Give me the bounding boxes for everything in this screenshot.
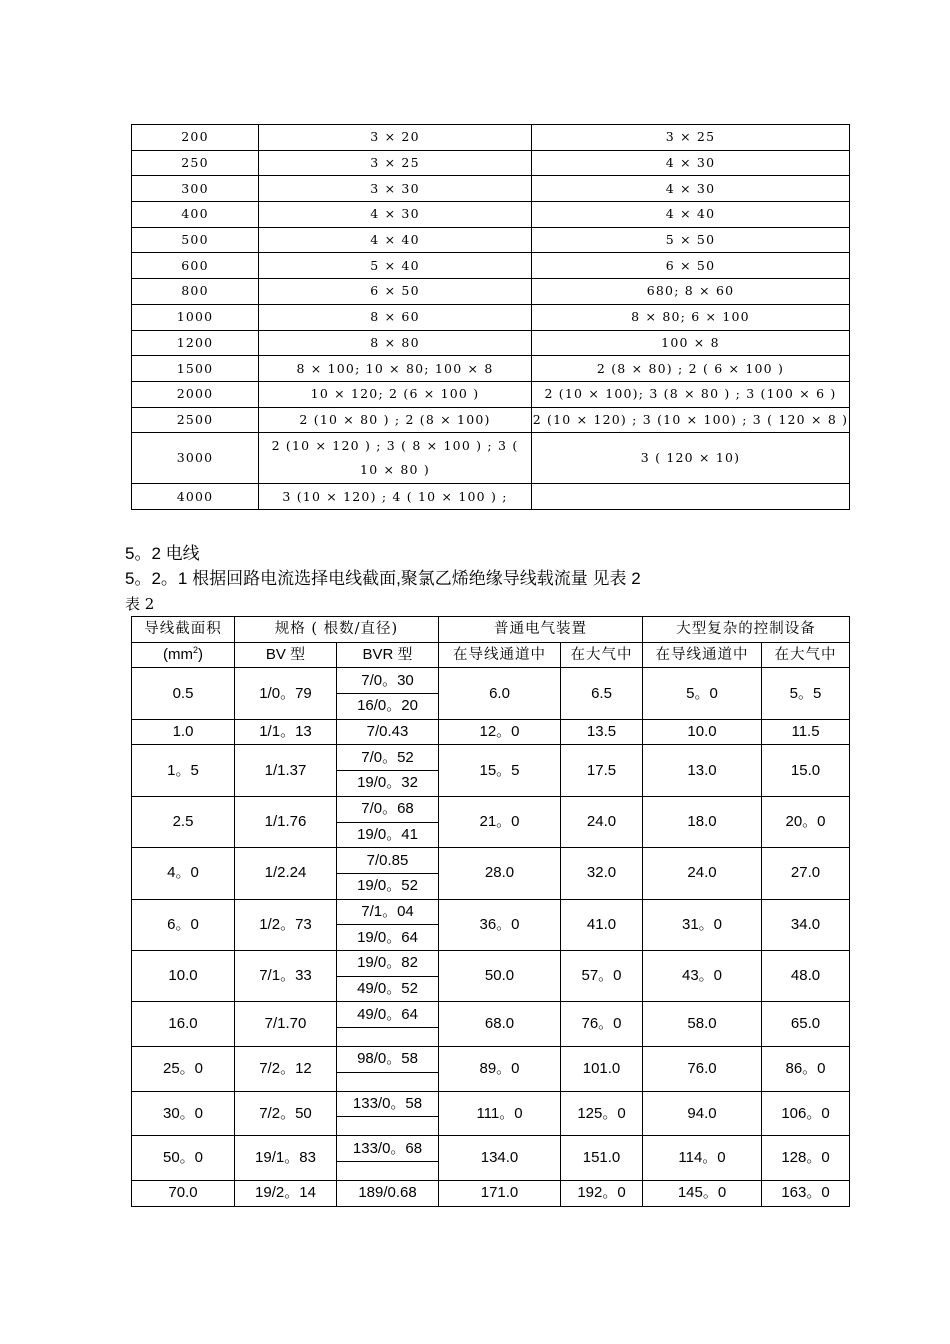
busbar-spec-a-cell: 8 × 100; 10 × 80; 100 × 8	[259, 356, 532, 382]
complex-conduit-cell: 76.0	[643, 1047, 762, 1092]
busbar-spec-a-cell: 3 × 25	[259, 150, 532, 176]
table-row	[132, 407, 850, 433]
wire-ampacity-table-body	[132, 668, 850, 1206]
normal-conduit-cell: 68.0	[439, 1002, 561, 1047]
table-row	[132, 253, 850, 279]
complex-conduit-cell: 43。0	[643, 950, 762, 1001]
area-unit-suffix: )	[198, 646, 203, 664]
complex-air-cell: 65.0	[762, 1002, 850, 1047]
header-normal: 普通电气装置	[439, 617, 643, 643]
bvr-cell	[337, 1072, 439, 1091]
complex-air-cell: 106。0	[762, 1091, 850, 1136]
busbar-spec-a-cell: 3 × 20	[259, 125, 532, 151]
complex-air-cell: 5。5	[762, 668, 850, 719]
normal-air-cell: 17.5	[561, 745, 643, 796]
bvr-cell: 133/0。68	[337, 1136, 439, 1162]
current-rating-cell: 1200	[132, 330, 259, 356]
bvr-cell: 7/0.85	[337, 848, 439, 874]
normal-air-cell: 192。0	[561, 1181, 643, 1207]
complex-air-cell: 128。0	[762, 1136, 850, 1181]
bvr-cell: 7/0。68	[337, 796, 439, 822]
busbar-spec-a-cell: 5 × 40	[259, 253, 532, 279]
busbar-spec-a-cell: 2 (10 × 80 ) ; 2 (8 × 100)	[259, 407, 532, 433]
complex-conduit-cell: 5。0	[643, 668, 762, 719]
table-row	[132, 1181, 850, 1207]
current-rating-cell: 400	[132, 202, 259, 228]
normal-air-cell: 125。0	[561, 1091, 643, 1136]
bvr-cell: 49/0。64	[337, 1002, 439, 1028]
area-cell: 1。5	[132, 745, 235, 796]
header-complex-air: 在大气中	[762, 642, 850, 668]
table-row	[132, 668, 850, 694]
bv-cell: 7/2。50	[235, 1091, 337, 1136]
normal-conduit-cell: 36。0	[439, 899, 561, 950]
busbar-spec-b-cell: 2 (10 × 120) ; 3 (10 × 100) ; 3 ( 120 × 8 )	[532, 407, 850, 433]
complex-air-cell: 34.0	[762, 899, 850, 950]
normal-conduit-cell: 28.0	[439, 848, 561, 899]
table-row	[132, 125, 850, 151]
current-rating-cell: 500	[132, 227, 259, 253]
bvr-cell: 19/0。82	[337, 950, 439, 976]
table-row	[132, 381, 850, 407]
table-row	[132, 1136, 850, 1162]
header-bv: BV 型	[235, 642, 337, 668]
table-row	[132, 484, 850, 510]
normal-conduit-cell: 21。0	[439, 796, 561, 847]
normal-conduit-cell: 111。0	[439, 1091, 561, 1136]
current-rating-cell: 300	[132, 176, 259, 202]
current-rating-cell: 200	[132, 125, 259, 151]
normal-conduit-cell: 171.0	[439, 1181, 561, 1207]
current-rating-cell: 250	[132, 150, 259, 176]
bvr-cell: 133/0。58	[337, 1091, 439, 1117]
normal-air-cell: 6.5	[561, 668, 643, 719]
busbar-spec-a-cell: 4 × 40	[259, 227, 532, 253]
table-row	[132, 899, 850, 925]
complex-conduit-cell: 58.0	[643, 1002, 762, 1047]
table-row	[132, 950, 850, 976]
complex-conduit-cell: 10.0	[643, 719, 762, 745]
table-row	[132, 176, 850, 202]
area-cell: 1.0	[132, 719, 235, 745]
bvr-cell: 19/0。41	[337, 822, 439, 848]
header-complex-conduit: 在导线通道中	[643, 642, 762, 668]
normal-conduit-cell: 89。0	[439, 1047, 561, 1092]
normal-air-cell: 24.0	[561, 796, 643, 847]
busbar-spec-b-cell: 100 × 8	[532, 330, 850, 356]
normal-air-cell: 151.0	[561, 1136, 643, 1181]
header-normal-conduit: 在导线通道中	[439, 642, 561, 668]
complex-air-cell: 86。0	[762, 1047, 850, 1092]
bvr-cell: 49/0。52	[337, 976, 439, 1002]
complex-conduit-cell: 24.0	[643, 848, 762, 899]
bv-cell: 1/2。73	[235, 899, 337, 950]
area-cell: 2.5	[132, 796, 235, 847]
normal-air-cell: 101.0	[561, 1047, 643, 1092]
current-rating-cell: 600	[132, 253, 259, 279]
busbar-spec-b-cell: 6 × 50	[532, 253, 850, 279]
table-row	[132, 330, 850, 356]
busbar-spec-b-cell: 2 (8 × 80) ; 2 ( 6 × 100 )	[532, 356, 850, 382]
table-row	[132, 227, 850, 253]
complex-air-cell: 163。0	[762, 1181, 850, 1207]
wire-ampacity-table	[131, 616, 850, 1207]
busbar-spec-b-cell: 3 × 25	[532, 125, 850, 151]
header-area-unit	[132, 642, 235, 668]
normal-air-cell: 76。0	[561, 1002, 643, 1047]
section-heading-5-2: 5。2 电线	[125, 544, 200, 563]
complex-air-cell: 15.0	[762, 745, 850, 796]
normal-air-cell: 41.0	[561, 899, 643, 950]
normal-conduit-cell: 15。5	[439, 745, 561, 796]
complex-conduit-cell: 114。0	[643, 1136, 762, 1181]
current-rating-cell: 2500	[132, 407, 259, 433]
bv-cell: 1/0。79	[235, 668, 337, 719]
normal-conduit-cell: 134.0	[439, 1136, 561, 1181]
header-normal-air: 在大气中	[561, 642, 643, 668]
bv-cell: 7/1。33	[235, 950, 337, 1001]
bv-cell: 1/1.76	[235, 796, 337, 847]
bv-cell: 7/1.70	[235, 1002, 337, 1047]
normal-air-cell: 57。0	[561, 950, 643, 1001]
bvr-cell: 19/0。32	[337, 771, 439, 797]
busbar-spec-b-cell: 4 × 40	[532, 202, 850, 228]
table-row	[132, 356, 850, 382]
busbar-spec-a-cell: 6 × 50	[259, 279, 532, 305]
busbar-size-table	[131, 124, 850, 510]
busbar-size-table-body	[132, 125, 850, 510]
bvr-cell: 189/0.68	[337, 1181, 439, 1207]
bv-cell: 1/2.24	[235, 848, 337, 899]
busbar-spec-b-cell: 4 × 30	[532, 150, 850, 176]
busbar-spec-b-cell: 4 × 30	[532, 176, 850, 202]
header-complex: 大型复杂的控制设备	[643, 617, 850, 643]
bvr-cell: 7/0.43	[337, 719, 439, 745]
busbar-spec-b-cell: 680; 8 × 60	[532, 279, 850, 305]
current-rating-cell: 2000	[132, 381, 259, 407]
complex-conduit-cell: 13.0	[643, 745, 762, 796]
area-cell: 70.0	[132, 1181, 235, 1207]
area-unit-prefix: (mm	[162, 646, 193, 664]
area-unit-sup: 2	[192, 645, 198, 656]
area-cell: 16.0	[132, 1002, 235, 1047]
table-row	[132, 202, 850, 228]
busbar-spec-b-cell: 2 (10 × 100); 3 (8 × 80 ) ; 3 (100 × 6 )	[532, 381, 850, 407]
area-cell: 6。0	[132, 899, 235, 950]
normal-air-cell: 32.0	[561, 848, 643, 899]
bv-cell: 19/2。14	[235, 1181, 337, 1207]
table-row	[132, 1091, 850, 1117]
table-row	[132, 1002, 850, 1028]
bv-cell: 1/1.37	[235, 745, 337, 796]
busbar-spec-b-cell: 5 × 50	[532, 227, 850, 253]
busbar-spec-a-cell: 8 × 60	[259, 304, 532, 330]
bvr-cell: 7/1。04	[337, 899, 439, 925]
complex-air-cell: 20。0	[762, 796, 850, 847]
bvr-cell: 19/0。64	[337, 925, 439, 951]
busbar-spec-a-cell: 3 × 30	[259, 176, 532, 202]
busbar-spec-a-cell: 2 (10 × 120 ) ; 3 ( 8 × 100 ) ; 3 ( 10 × 80 )	[259, 433, 532, 484]
normal-air-cell: 13.5	[561, 719, 643, 745]
header-spec: 规格 ( 根数/直径)	[235, 617, 439, 643]
area-cell: 25。0	[132, 1047, 235, 1092]
busbar-spec-b-cell: 8 × 80; 6 × 100	[532, 304, 850, 330]
table-row	[132, 1047, 850, 1073]
table-row	[132, 279, 850, 305]
area-cell: 10.0	[132, 950, 235, 1001]
busbar-spec-b-cell	[532, 484, 850, 510]
area-cell: 30。0	[132, 1091, 235, 1136]
section-heading-5-2-1: 5。2。1 根据回路电流选择电线截面,聚氯乙烯绝缘导线载流量 见表 2	[125, 569, 641, 588]
area-cell: 50。0	[132, 1136, 235, 1181]
bvr-cell: 19/0。52	[337, 873, 439, 899]
current-rating-cell: 800	[132, 279, 259, 305]
table-row	[132, 848, 850, 874]
bvr-cell	[337, 1162, 439, 1181]
bv-cell: 1/1。13	[235, 719, 337, 745]
busbar-spec-a-cell: 3 (10 × 120) ; 4 ( 10 × 100 ) ;	[259, 484, 532, 510]
busbar-spec-a-cell: 10 × 120; 2 (6 × 100 )	[259, 381, 532, 407]
bvr-cell: 16/0。20	[337, 694, 439, 720]
bvr-cell	[337, 1028, 439, 1047]
header-area: 导线截面积	[132, 617, 235, 643]
busbar-spec-a-cell: 4 × 30	[259, 202, 532, 228]
normal-conduit-cell: 6.0	[439, 668, 561, 719]
bvr-cell	[337, 1117, 439, 1136]
complex-conduit-cell: 31。0	[643, 899, 762, 950]
bvr-cell: 98/0。58	[337, 1047, 439, 1073]
area-cell: 0.5	[132, 668, 235, 719]
table-row	[132, 304, 850, 330]
complex-air-cell: 11.5	[762, 719, 850, 745]
busbar-spec-a-cell: 8 × 80	[259, 330, 532, 356]
current-rating-cell: 4000	[132, 484, 259, 510]
complex-conduit-cell: 94.0	[643, 1091, 762, 1136]
table-row	[132, 719, 850, 745]
complex-conduit-cell: 18.0	[643, 796, 762, 847]
complex-conduit-cell: 145。0	[643, 1181, 762, 1207]
current-rating-cell: 3000	[132, 433, 259, 484]
bv-cell: 19/1。83	[235, 1136, 337, 1181]
busbar-spec-b-cell: 3 ( 120 × 10)	[532, 433, 850, 484]
normal-conduit-cell: 50.0	[439, 950, 561, 1001]
table-row	[132, 796, 850, 822]
complex-air-cell: 48.0	[762, 950, 850, 1001]
table-caption: 表 2	[125, 595, 155, 613]
bv-cell: 7/2。12	[235, 1047, 337, 1092]
current-rating-cell: 1500	[132, 356, 259, 382]
bvr-cell: 7/0。52	[337, 745, 439, 771]
area-cell: 4。0	[132, 848, 235, 899]
current-rating-cell: 1000	[132, 304, 259, 330]
header-bvr: BVR 型	[337, 642, 439, 668]
table-row	[132, 433, 850, 484]
table-row	[132, 150, 850, 176]
table-row	[132, 745, 850, 771]
complex-air-cell: 27.0	[762, 848, 850, 899]
normal-conduit-cell: 12。0	[439, 719, 561, 745]
bvr-cell: 7/0。30	[337, 668, 439, 694]
